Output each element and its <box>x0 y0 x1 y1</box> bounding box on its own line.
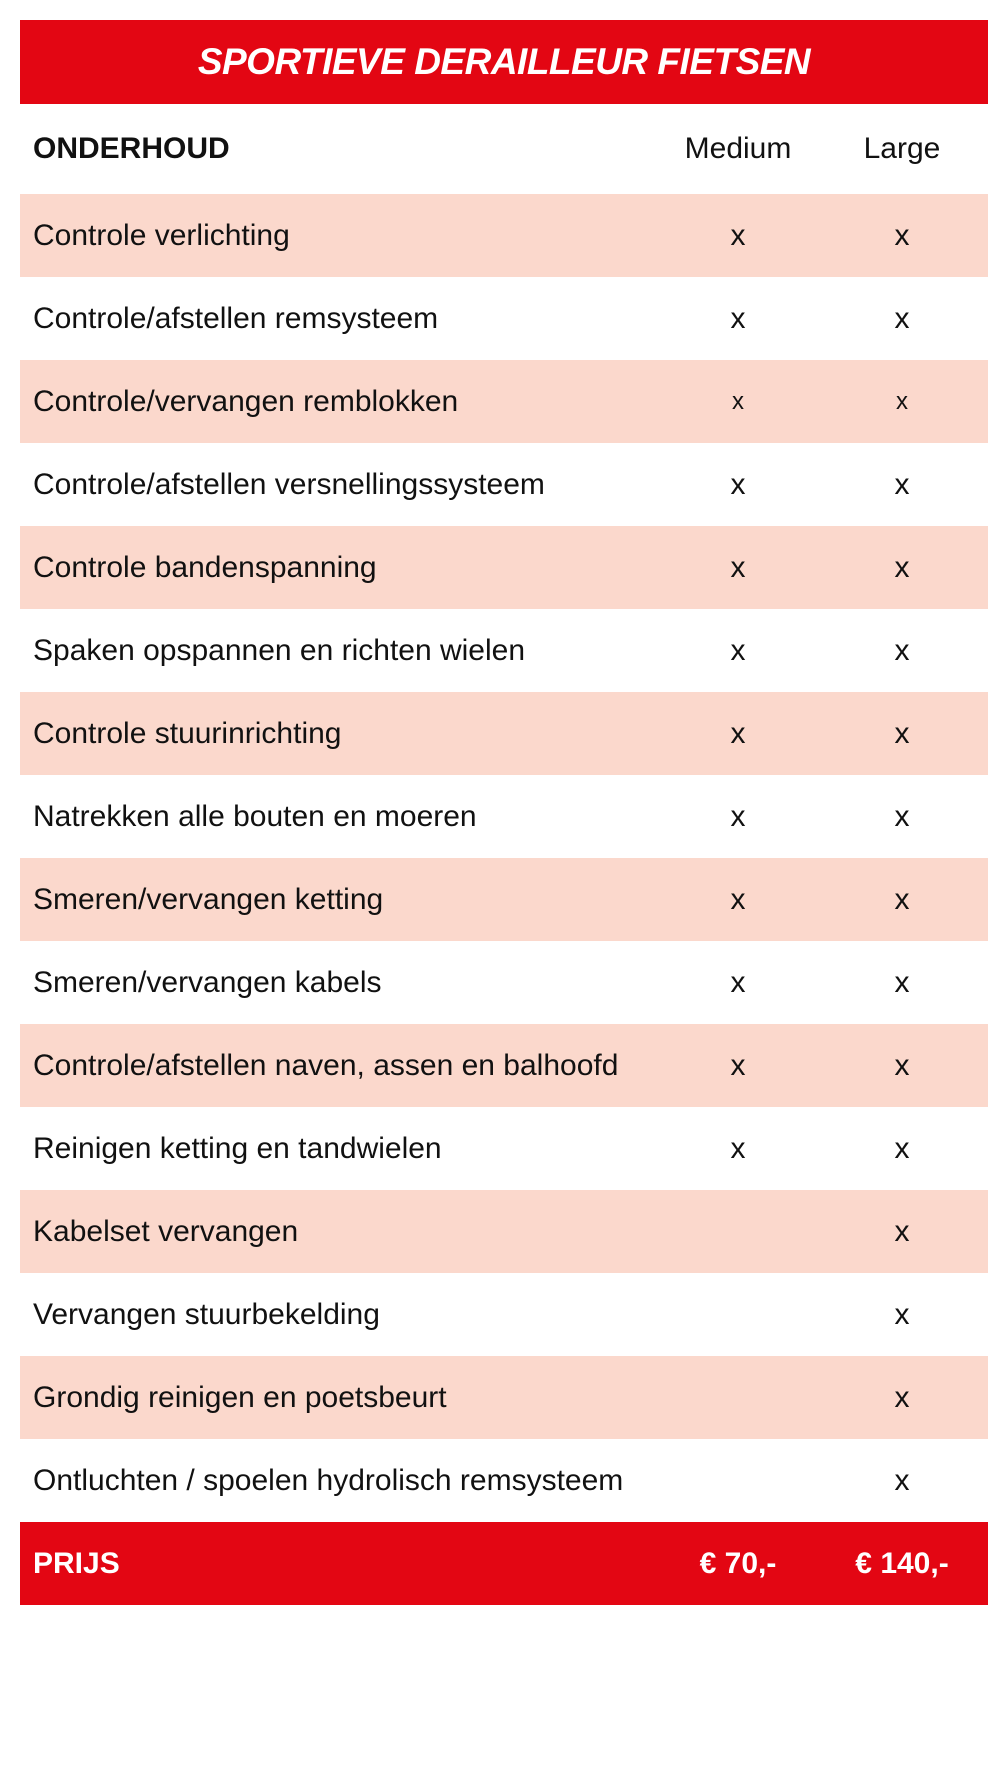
table-row <box>20 194 988 277</box>
row-large-mark: x <box>894 882 910 916</box>
table-row <box>20 443 988 526</box>
row-label: Ontluchten / spoelen hydrolisch remsysteem <box>33 1463 624 1497</box>
row-large-mark: x <box>894 301 910 335</box>
row-label: Spaken opspannen en richten wielen <box>33 633 526 667</box>
row-label: Smeren/vervangen ketting <box>33 882 384 916</box>
row-large-mark: x <box>894 1048 910 1082</box>
row-large-mark: x <box>894 1214 910 1248</box>
row-label: Controle bandenspanning <box>33 550 377 584</box>
table-row <box>20 1273 988 1356</box>
row-label: Controle/afstellen versnellingssysteem <box>33 467 545 501</box>
row-large-mark: x <box>894 550 910 584</box>
row-label: Vervangen stuurbekelding <box>33 1297 380 1331</box>
price-large: € 140,- <box>855 1546 949 1580</box>
table-row <box>20 277 988 360</box>
price-row <box>20 1522 988 1605</box>
row-large-mark: x <box>894 1297 910 1331</box>
row-medium-mark: x <box>730 965 746 999</box>
price-label: PRIJS <box>33 1546 120 1580</box>
row-large-mark: x <box>894 1380 910 1414</box>
page-title: SPORTIEVE DERAILLEUR FIETSEN <box>197 41 811 82</box>
row-large-mark: x <box>894 716 910 750</box>
row-large-mark: x <box>894 965 910 999</box>
row-medium-mark: x <box>730 716 746 750</box>
row-label: Controle/vervangen remblokken <box>33 384 459 418</box>
row-large-mark: x <box>894 218 910 252</box>
table-row <box>20 1107 988 1190</box>
table-row <box>20 609 988 692</box>
table-row <box>20 775 988 858</box>
row-large-mark: x <box>894 633 910 667</box>
table-row <box>20 1024 988 1107</box>
table-row <box>20 858 988 941</box>
header-medium: Medium <box>684 132 792 165</box>
table-row <box>20 360 988 443</box>
row-medium-mark: x <box>730 882 746 916</box>
row-label: Controle/afstellen naven, assen en balhoofd <box>33 1048 619 1082</box>
row-large-mark: x <box>894 1463 910 1497</box>
row-medium-mark: x <box>730 799 746 833</box>
header-large: Large <box>863 132 941 165</box>
row-medium-mark: x <box>730 550 746 584</box>
table-row <box>20 692 988 775</box>
row-medium-mark: x <box>730 218 746 252</box>
row-label: Natrekken alle bouten en moeren <box>33 799 477 833</box>
row-large-mark: x <box>894 467 910 501</box>
row-large-mark: x <box>894 799 910 833</box>
row-label: Controle stuurinrichting <box>33 716 342 750</box>
row-label: Reinigen ketting en tandwielen <box>33 1131 442 1165</box>
row-medium-mark: x <box>730 1131 746 1165</box>
row-label: Controle/afstellen remsysteem <box>33 301 439 335</box>
row-large-mark: x <box>896 387 908 415</box>
table-header <box>20 104 988 194</box>
row-large-mark: x <box>894 1131 910 1165</box>
table-row <box>20 1190 988 1273</box>
row-label: Grondig reinigen en poetsbeurt <box>33 1380 447 1414</box>
table-row <box>20 941 988 1024</box>
row-label: Kabelset vervangen <box>33 1214 299 1248</box>
row-medium-mark: x <box>730 1048 746 1082</box>
row-medium-mark: x <box>730 467 746 501</box>
price-table <box>20 20 988 1605</box>
row-label: Smeren/vervangen kabels <box>33 965 382 999</box>
table-row <box>20 1356 988 1439</box>
table-row <box>20 1439 988 1522</box>
table-row <box>20 526 988 609</box>
row-medium-mark: x <box>732 387 744 415</box>
row-label: Controle verlichting <box>33 218 290 252</box>
header-label: ONDERHOUD <box>33 132 230 165</box>
row-medium-mark: x <box>730 301 746 335</box>
row-medium-mark: x <box>730 633 746 667</box>
title-banner <box>20 20 988 104</box>
price-medium: € 70,- <box>699 1546 777 1580</box>
